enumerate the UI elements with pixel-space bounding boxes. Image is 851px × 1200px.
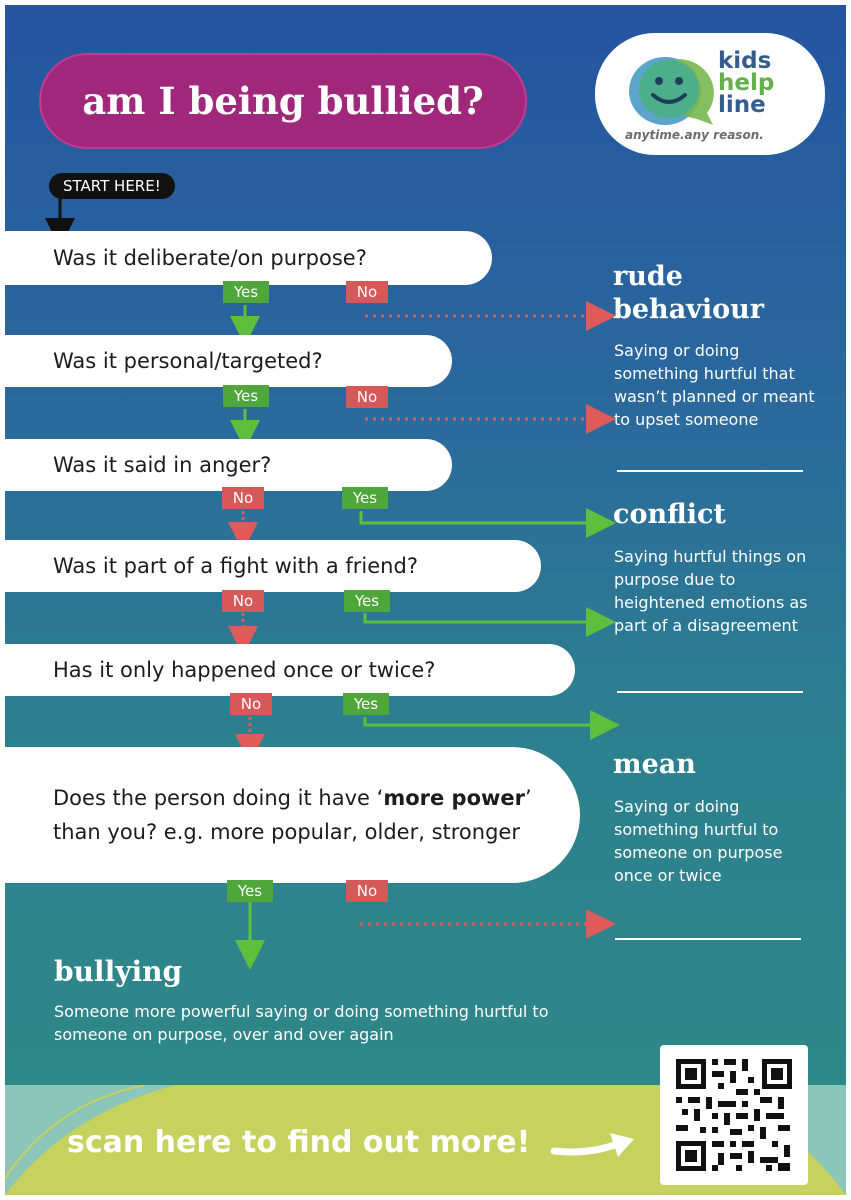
result-rude-behaviour-description: Saying or doing something hurtful that wasn’t planned or meant to upset someone bbox=[614, 341, 815, 429]
question-deliberate-text: Was it deliberate/on purpose? bbox=[53, 246, 367, 270]
question-deliberate bbox=[5, 231, 492, 285]
logo-word-line: line bbox=[718, 92, 766, 118]
question-more-power bbox=[5, 747, 580, 883]
page-title: am I being bullied? bbox=[82, 79, 484, 123]
q4-yes-arrow bbox=[365, 613, 601, 622]
q6-yes-badge: Yes bbox=[227, 880, 273, 902]
q6-no-badge: No bbox=[346, 880, 388, 902]
result-mean-description: Saying or doing something hurtful to someone on purpose once or twice bbox=[614, 797, 783, 885]
start-here-tag: START HERE! bbox=[49, 173, 175, 199]
q4-yes-badge: Yes bbox=[344, 590, 390, 612]
q4-no-badge: No bbox=[222, 590, 264, 612]
q1-yes-badge: Yes bbox=[223, 281, 269, 303]
poster bbox=[5, 5, 846, 1195]
divider bbox=[615, 938, 801, 940]
qr-code-icon bbox=[660, 1045, 808, 1185]
question-once-text: Has it only happened once or twice? bbox=[53, 658, 436, 682]
q3-no-badge: No bbox=[222, 487, 264, 509]
q3-yes-badge: Yes bbox=[342, 487, 388, 509]
q2-yes-badge: Yes bbox=[223, 385, 269, 407]
q5-yes-arrow bbox=[365, 717, 605, 725]
arrow-right-icon bbox=[550, 1125, 640, 1165]
question-power-part2: ’ than you? e.g. more popular, older, stronger bbox=[53, 786, 532, 844]
result-bullying-title: bullying bbox=[54, 955, 183, 988]
question-fight-text: Was it part of a fight with a friend? bbox=[53, 554, 418, 578]
q1-no-badge: No bbox=[346, 281, 388, 303]
result-bullying-description: Someone more powerful saying or doing something hurtful to someone on purpose, over and over again bbox=[54, 1002, 549, 1044]
question-fight-with-friend bbox=[5, 540, 541, 592]
q5-no-badge: No bbox=[230, 693, 272, 715]
logo-tagline: anytime.any reason. bbox=[625, 128, 764, 142]
question-anger-text: Was it said in anger? bbox=[53, 453, 272, 477]
result-conflict-description: Saying hurtful things on purpose due to heightened emotions as part of a disagreement bbox=[614, 547, 808, 635]
question-power-text bbox=[53, 781, 540, 849]
result-conflict-title: conflict bbox=[613, 499, 726, 530]
divider bbox=[617, 470, 803, 472]
q2-no-badge: No bbox=[346, 386, 388, 408]
q5-yes-badge: Yes bbox=[343, 693, 389, 715]
question-once-or-twice bbox=[5, 644, 575, 696]
question-power-bold: more power bbox=[383, 786, 525, 810]
question-power-part1: Does the person doing it have ‘ bbox=[53, 786, 384, 810]
logo-word-help: help bbox=[718, 70, 775, 96]
result-mean-title: mean bbox=[613, 749, 696, 780]
result-rude-behaviour-title: rude behaviour bbox=[613, 261, 764, 325]
q3-yes-arrow bbox=[361, 511, 601, 523]
question-targeted-text: Was it personal/targeted? bbox=[53, 349, 323, 373]
qr-code[interactable] bbox=[660, 1045, 808, 1185]
logo-word-kids: kids bbox=[718, 48, 772, 74]
question-targeted bbox=[5, 335, 452, 387]
scan-here-text: scan here to find out more! bbox=[67, 1125, 531, 1160]
question-anger bbox=[5, 439, 452, 491]
divider bbox=[617, 691, 803, 693]
